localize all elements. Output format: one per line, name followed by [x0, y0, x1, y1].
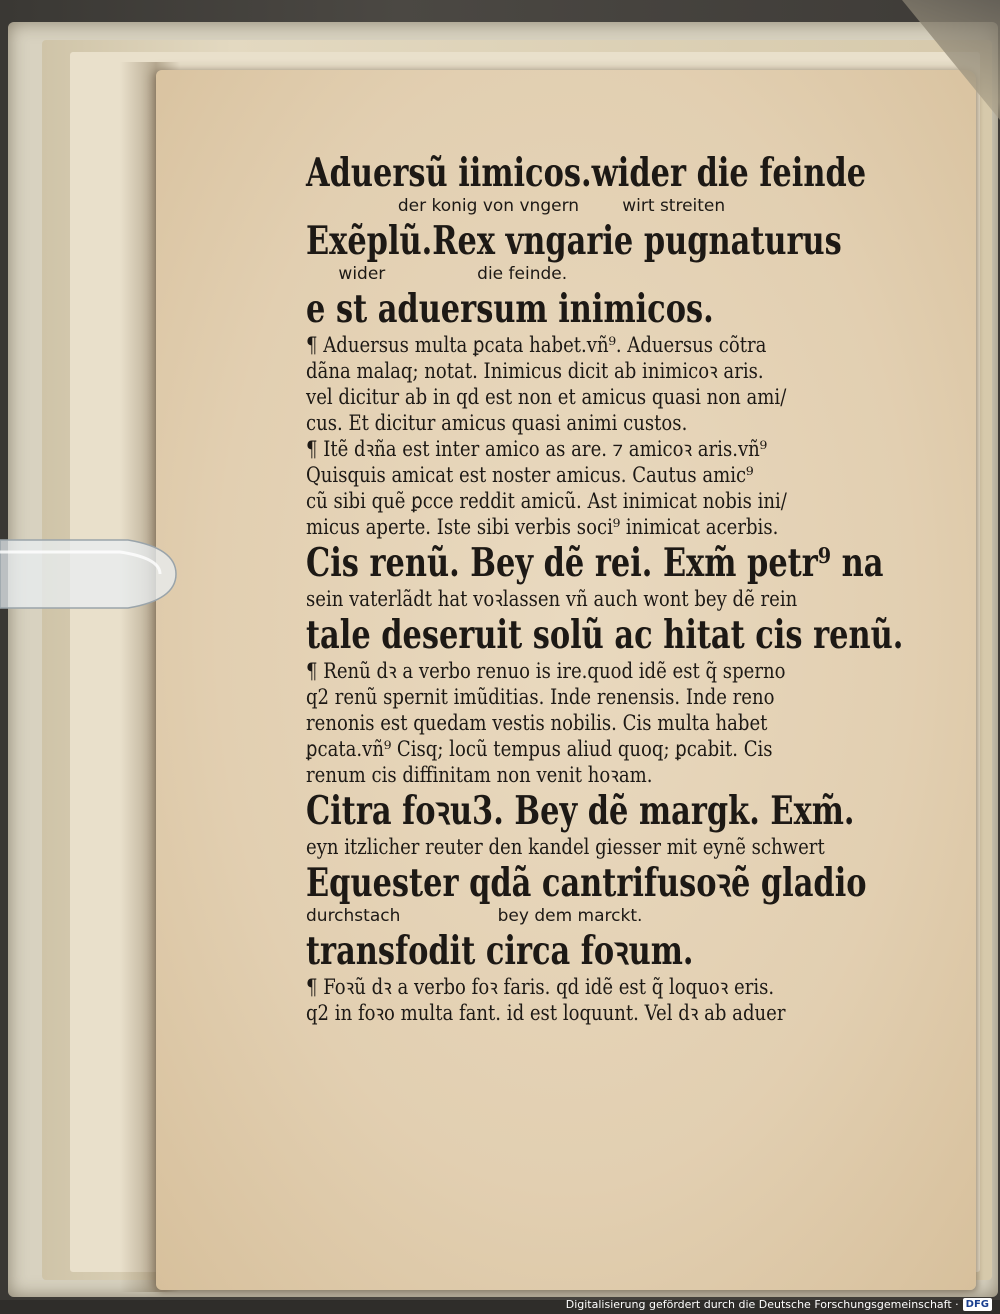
- body-line: ¶ Renũ dꝛ a verbo renuo is ire.quod idẽ est q̃ sperno: [306, 659, 786, 683]
- footer-credit: Digitalisierung gefördert durch die Deutsche Forschungsgemeinschaft ·: [565, 1297, 959, 1311]
- gloss-line: wider die feinde.: [306, 264, 568, 284]
- body-line: renonis est quedam vestis nobilis. Cis multa habet: [306, 711, 768, 735]
- body-line: q2 renũ spernit imũditias. Inde renensis. Inde reno: [306, 685, 775, 709]
- heading-line: e st aduersum inimicos.: [306, 286, 714, 332]
- body-line: ¶ Itẽ dꝛña est inter amico as are. ⁊ amicoꝛ aris.vñ⁹: [306, 437, 768, 461]
- body-line: cũ sibi quẽ ꝑcce reddit amicũ. Ast inimicat nobis ini/: [306, 489, 787, 513]
- body-line: renum cis diffinitam non venit hoꝛam.: [306, 763, 653, 787]
- body-line: micus aperte. Iste sibi verbis soci⁹ inimicat acerbis.: [306, 515, 779, 539]
- body-line: cus. Et dicitur amicus quasi animi custos.: [306, 411, 688, 435]
- heading-line: tale deseruit solũ ac hitat cis renũ.: [306, 612, 904, 658]
- dfg-logo: DFG: [963, 1298, 992, 1311]
- body-line: eyn itzlicher reuter den kandel giesser mit eynẽ schwert: [306, 835, 825, 859]
- heading-line: transfodit circa foꝛum.: [306, 928, 694, 974]
- gloss-line: durchstach bey dem marckt.: [306, 906, 643, 926]
- page-text: [306, 150, 910, 1026]
- heading-line: Citra foꝛu3. Bey dẽ margk. Exm̃.: [306, 788, 855, 834]
- footer: [566, 1296, 992, 1312]
- body-line: dãna malaq; notat. Inimicus dicit ab inimicoꝛ aris.: [306, 359, 764, 383]
- body-line: vel dicitur ab in qd est non et amicus quasi non ami/: [306, 385, 787, 409]
- plastic-clip-icon: [0, 528, 180, 620]
- body-line: ꝑcata.vñ⁹ Cisq; locũ tempus aliud quoq; ꝑcabit. Cis: [306, 737, 773, 761]
- heading-line: Aduersũ iimicos.wider die feinde: [306, 150, 867, 196]
- body-line: Quisquis amicat est noster amicus. Cautus amic⁹: [306, 463, 754, 487]
- body-line: sein vaterlãdt hat voꝛlassen vñ auch wont bey dẽ rein: [306, 587, 798, 611]
- heading-line: Equester qdã cantrifusoꝛẽ gladio: [306, 860, 867, 906]
- heading-line: Cis renũ. Bey dẽ rei. Exm̃ petr⁹ na: [306, 540, 884, 586]
- gloss-line: der konig von vngern wirt streiten: [306, 196, 726, 216]
- body-line: ¶ Foꝛũ dꝛ a verbo foꝛ faris. qd idẽ est q̃ loquoꝛ eris.: [306, 975, 775, 999]
- body-line: ¶ Aduersus multa ꝑcata habet.vñ⁹. Aduersus cõtra: [306, 333, 767, 357]
- heading-line: Exẽplũ.Rex vngarie pugnaturus: [306, 218, 842, 264]
- body-line: q2 in foꝛo multa fant. id est loquunt. Vel dꝛ ab aduer: [306, 1001, 786, 1025]
